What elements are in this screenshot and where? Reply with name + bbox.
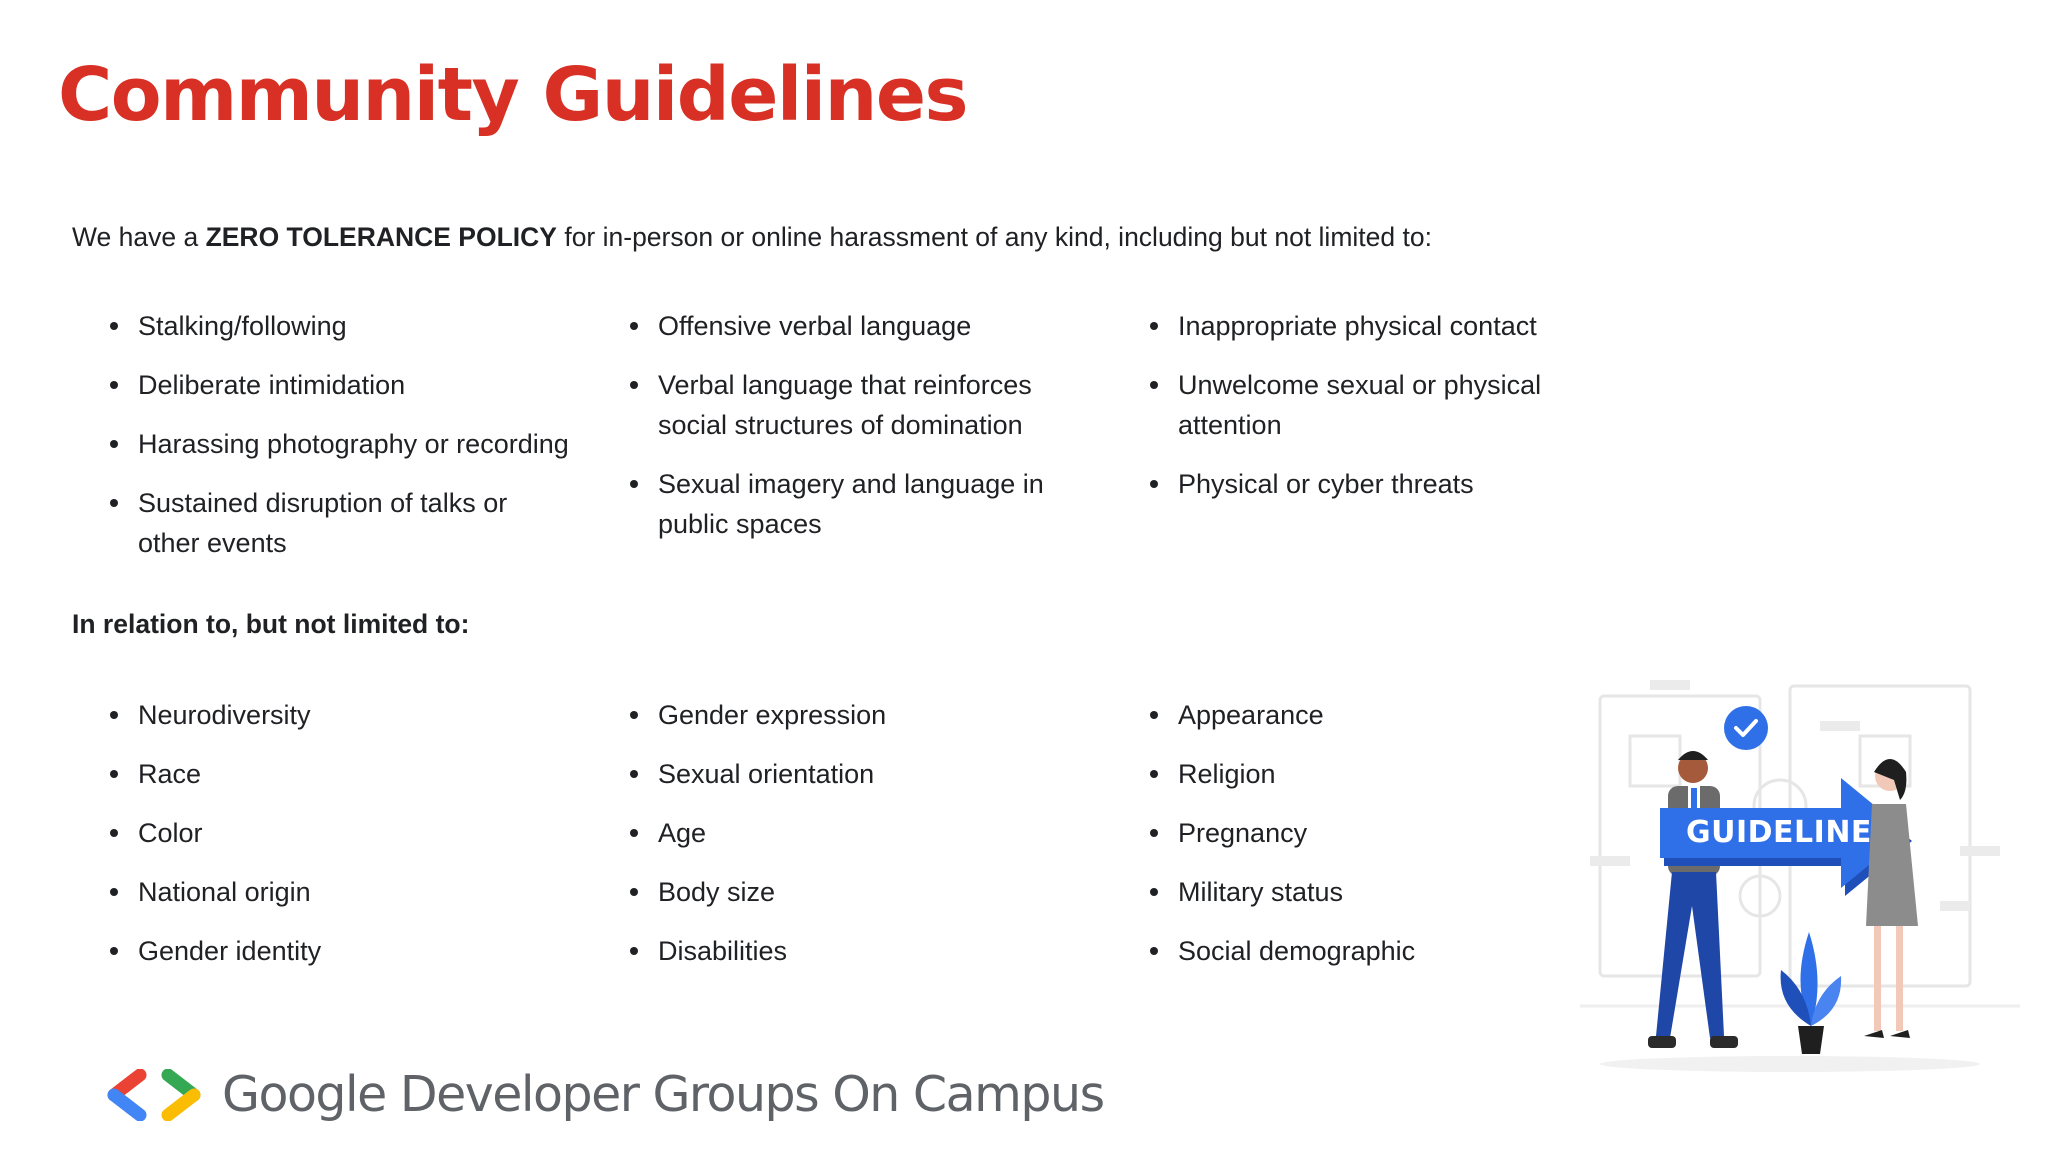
list-item: Age <box>630 813 1050 853</box>
attribute-list-3 <box>1150 695 1570 990</box>
list-item: Stalking/following <box>110 306 580 346</box>
list-item: Social demographic <box>1150 931 1570 971</box>
list-item: Military status <box>1150 872 1570 912</box>
list-item: Physical or cyber threats <box>1150 464 1570 504</box>
list-item: Sexual orientation <box>630 754 1050 794</box>
list-item: Verbal language that reinforces social structures of domination <box>630 365 1050 445</box>
attribute-list-1 <box>110 695 580 990</box>
list-item: Sustained disruption of talks or other events <box>110 483 518 563</box>
list-item: Color <box>110 813 580 853</box>
behavior-list-3 <box>1150 306 1570 523</box>
guideline-sign-text: GUIDELINE <box>1686 815 1872 850</box>
page-title: Community Guidelines <box>58 52 968 138</box>
list-item: Neurodiversity <box>110 695 580 735</box>
behavior-list-1 <box>110 306 580 582</box>
list-item: Body size <box>630 872 1050 912</box>
list-item: Deliberate intimidation <box>110 365 580 405</box>
list-item: Disabilities <box>630 931 1050 971</box>
background-bars <box>1590 680 2000 911</box>
intro-prefix: We have a <box>72 222 206 252</box>
footer-brand-text: Google Developer Groups On Campus <box>222 1066 1104 1123</box>
list-item: National origin <box>110 872 580 912</box>
intro-suffix: for in-person or online harassment of any kind, including but not limited to: <box>556 222 1432 252</box>
intro-emphasis: ZERO TOLERANCE POLICY <box>205 222 557 252</box>
man-figure <box>1648 751 1738 1048</box>
list-item: Pregnancy <box>1150 813 1570 853</box>
behavior-list-2 <box>630 306 1050 563</box>
list-item: Appearance <box>1150 695 1570 735</box>
footer-brand <box>104 1066 1104 1123</box>
relation-heading: In relation to, but not limited to: <box>72 609 470 639</box>
list-item: Offensive verbal language <box>630 306 1050 346</box>
list-item: Harassing photography or recording <box>110 424 580 464</box>
list-item: Unwelcome sexual or physical attention <box>1150 365 1570 445</box>
list-item: Religion <box>1150 754 1570 794</box>
check-badge-icon <box>1724 706 1768 750</box>
list-item: Gender identity <box>110 931 580 971</box>
list-item: Race <box>110 754 580 794</box>
gdg-logo-icon <box>104 1069 204 1121</box>
list-item: Gender expression <box>630 695 1050 735</box>
attribute-list-2 <box>630 695 1050 990</box>
woman-figure <box>1864 759 1918 1038</box>
guideline-illustration <box>1560 676 2020 1086</box>
list-item: Sexual imagery and language in public spaces <box>630 464 1050 544</box>
policy-intro <box>72 222 1432 253</box>
list-item: Inappropriate physical contact <box>1150 306 1570 346</box>
